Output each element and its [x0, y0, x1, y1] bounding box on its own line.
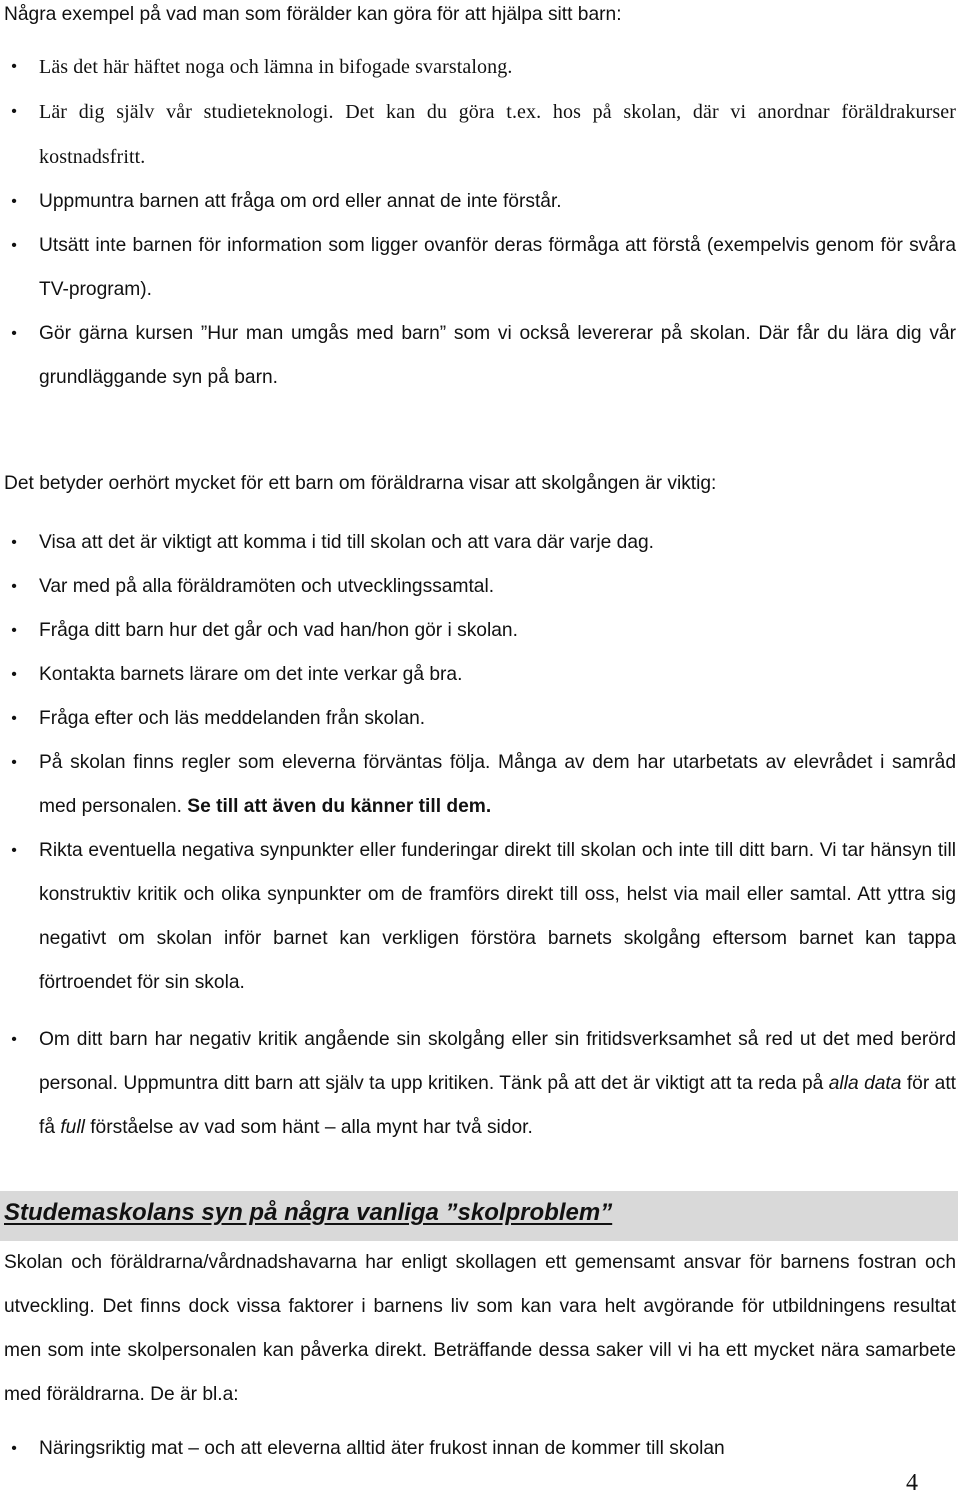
bullet-icon: • — [11, 622, 17, 639]
list-item: • Rikta eventuella negativa synpunkter eller funderingar direkt till skolan och inte till ditt barn. Vi tar hänsyn till konstruktiv kritik och olika synpunkter om de framförs direkt till oss, helst via mail eller samtal. Att yttra sig negativt om skolan inför barnet kan verkligen förstöra barnets skolgång eftersom barnet kan tappa förtroendet för sin skola. — [0, 829, 956, 1005]
bullet-icon: • — [11, 534, 17, 551]
list-item: • Om ditt barn har negativ kritik angående sin skolgång eller sin fritidsverksamhet så red ut det med berörd personal. Uppmuntra ditt barn att själv ta upp kritiken. Tänk på att det är viktigt att ta reda på alla data för att få full förståelse av vad som hänt – alla mynt har två sidor. — [0, 1018, 956, 1150]
list-item: • Läs det här häftet noga och lämna in bifogade svarstalong. — [0, 45, 956, 90]
list-item: • Gör gärna kursen ”Hur man umgås med barn” som vi också levererar på skolan. Där får du lära dig vår grundläggande syn på barn. — [0, 312, 956, 400]
bullet-icon: • — [11, 58, 17, 75]
bullet-icon: • — [11, 1031, 17, 1048]
list-item: • På skolan finns regler som eleverna förväntas följa. Många av dem har utarbetats av elevrådet i samråd med personalen. Se till att även du känner till dem. — [0, 741, 956, 829]
list-item: • Näringsriktig mat – och att eleverna alltid äter frukost innan de kommer till skolan — [0, 1427, 956, 1471]
bullet-icon: • — [11, 754, 17, 771]
list-item: • Var med på alla föräldramöten och utvecklingssamtal. — [0, 565, 956, 609]
help-list — [0, 45, 956, 400]
page-number: 4 — [906, 1470, 918, 1496]
section-paragraph: Skolan och föräldrarna/vårdnadshavarna har enligt skollagen ett gemensamt ansvar för barnens fostran och utveckling. Det finns dock vissa faktorer i barnens liv som kan vara helt avgörande för utbildningens resultat men som inte skolpersonalen kan påverka direkt. Beträffande dessa saker vill vi ha ett mycket nära samarbete med föräldrarna. De är bl.a: — [4, 1252, 956, 1405]
bullet-icon: • — [11, 666, 17, 683]
list-item: • Kontakta barnets lärare om det inte verkar gå bra. — [0, 653, 956, 697]
list-item: • Lär dig själv vår studieteknologi. Det kan du göra t.ex. hos på skolan, där vi anordnar föräldrakurser kostnadsfritt. — [0, 90, 956, 180]
list-item: • Utsätt inte barnen för information som ligger ovanför deras förmåga att förstå (exempelvis genom för svåra TV-program). — [0, 224, 956, 312]
list-item: • Fråga ditt barn hur det går och vad han/hon gör i skolan. — [0, 609, 956, 653]
bullet-icon: • — [11, 1440, 17, 1457]
bullet-icon: • — [11, 710, 17, 727]
list-item: • Uppmuntra barnen att fråga om ord eller annat de inte förstår. — [0, 180, 956, 224]
section-heading-bar — [0, 1191, 958, 1241]
importance-list — [0, 521, 956, 1150]
bullet-icon: • — [11, 578, 17, 595]
section-heading: Studemaskolans syn på några vanliga ”skolproblem” — [4, 1199, 613, 1226]
list-item: • Visa att det är viktigt att komma i tid till skolan och att vara där varje dag. — [0, 521, 956, 565]
intro-text: Några exempel på vad man som förälder kan göra för att hjälpa sitt barn: — [4, 4, 622, 25]
list-item: • Fråga efter och läs meddelanden från skolan. — [0, 697, 956, 741]
body-paragraph: Det betyder oerhört mycket för ett barn om föräldrarna visar att skolgången är viktig: — [4, 473, 717, 494]
bullet-icon: • — [11, 325, 17, 342]
bullet-icon: • — [11, 103, 17, 120]
bullet-icon: • — [11, 193, 17, 210]
bullet-icon: • — [11, 842, 17, 859]
emphasis-text: Se till att även du känner till dem. — [187, 796, 492, 817]
factors-list — [0, 1427, 956, 1471]
bullet-icon: • — [11, 237, 17, 254]
